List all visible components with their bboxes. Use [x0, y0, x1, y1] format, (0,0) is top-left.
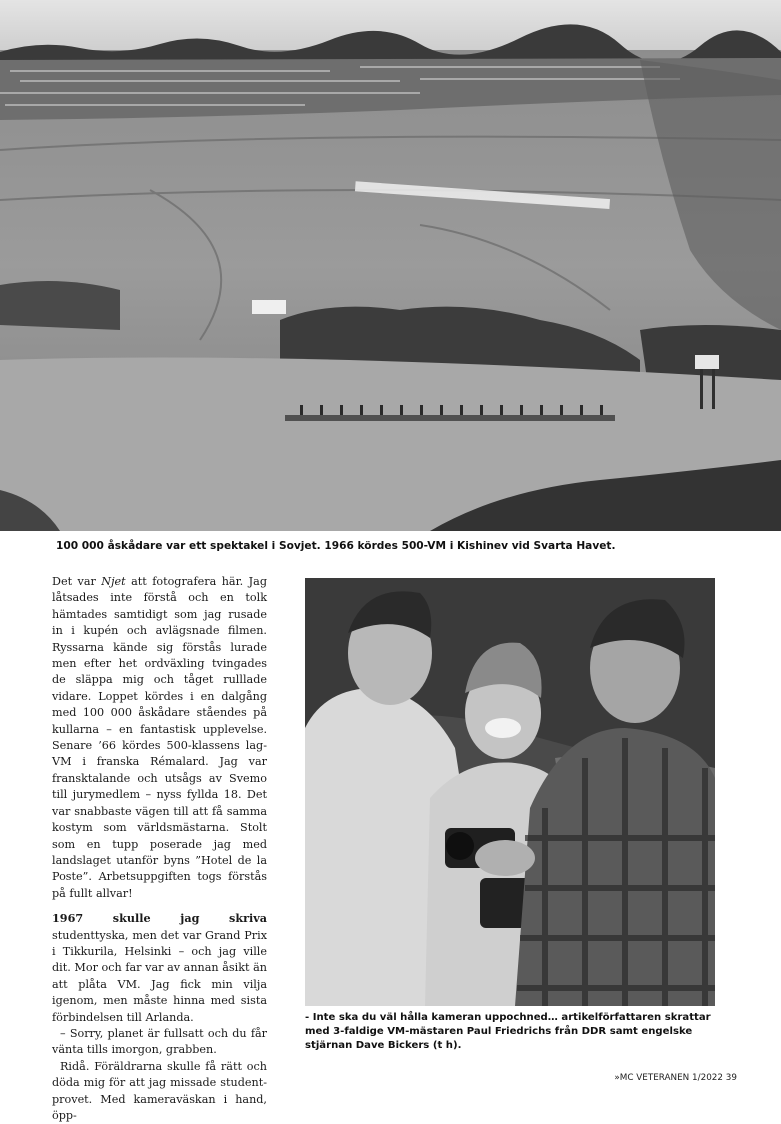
riders-laughing-photo [305, 578, 715, 1006]
top-photo-caption: 100 000 åskådare var ett spektakel i Sovjet. 1966 kördes 500-VM i Kishinev vid Svarta Havet. [56, 540, 616, 552]
riders-laughing-illustration [305, 578, 715, 1006]
paragraph-4: Ridå. Föräldrarna skulle få rätt och döda mig för att jag missade studentprovet. Med kameraväskan i hand, öpp- [52, 1059, 267, 1122]
paragraph-3: – Sorry, planet är fullsatt och du får vänta tills imorgon, grabben. [52, 1026, 267, 1057]
bottom-photo-caption: - Inte ska du väl hålla kameran uppochned… artikelförfattaren skrattar med 3-faldige VM-mästaren Paul Friedrichs från DDR samt engelske stjärnan Dave Bickers (t h). [305, 1012, 711, 1051]
paragraph-2: 1967 skulle jag skriva studenttyska, men det var Grand Prix i Tikkurila, Helsinki – och jag ville dit. Mor och far var av annan åsikt än att plåta VM. Jag fick min vilja igenom, men måste hinna med sista förbindelsen till Arlanda. [52, 911, 267, 1024]
article-body [52, 574, 267, 1124]
emphasis-njet: Njet [101, 575, 126, 588]
paragraph-1: Det var Njet att fotografera här. Jag låtsades inte förstå och en tolk hämtades samtidigt som jag rusade in i kupén och avlägsnade filmen. Ryssarna kände sig förstås lurade men efter het ordväxling tvingades de släppa mig och tåget rulllade vidare. Loppet kördes i en dalgång med 100 000 åskådare ståendes på kullarna – en fantastisk upplevelse. Senare ’66 kördes 500-klassens lag-VM i franska Rémalard. Jag var fransktalande och utsågs av Svemo till jurymedlem – nyss fyllda 18. Det var snabbaste vägen till att få samma kostym som världsmästarna. Stolt som en tupp poserade jag med landslaget utanför byns ”Hotel de la Poste”. Arbetsuppgiften togs förstås på fullt allvar! [52, 575, 267, 900]
motocross-valley-illustration [0, 0, 781, 531]
page-folio: »MC VETERANEN 1/2022 39 [614, 1073, 737, 1083]
paragraph-lead: 1967 skulle jag skriva [52, 911, 267, 926]
motocross-valley-photo [0, 0, 781, 531]
